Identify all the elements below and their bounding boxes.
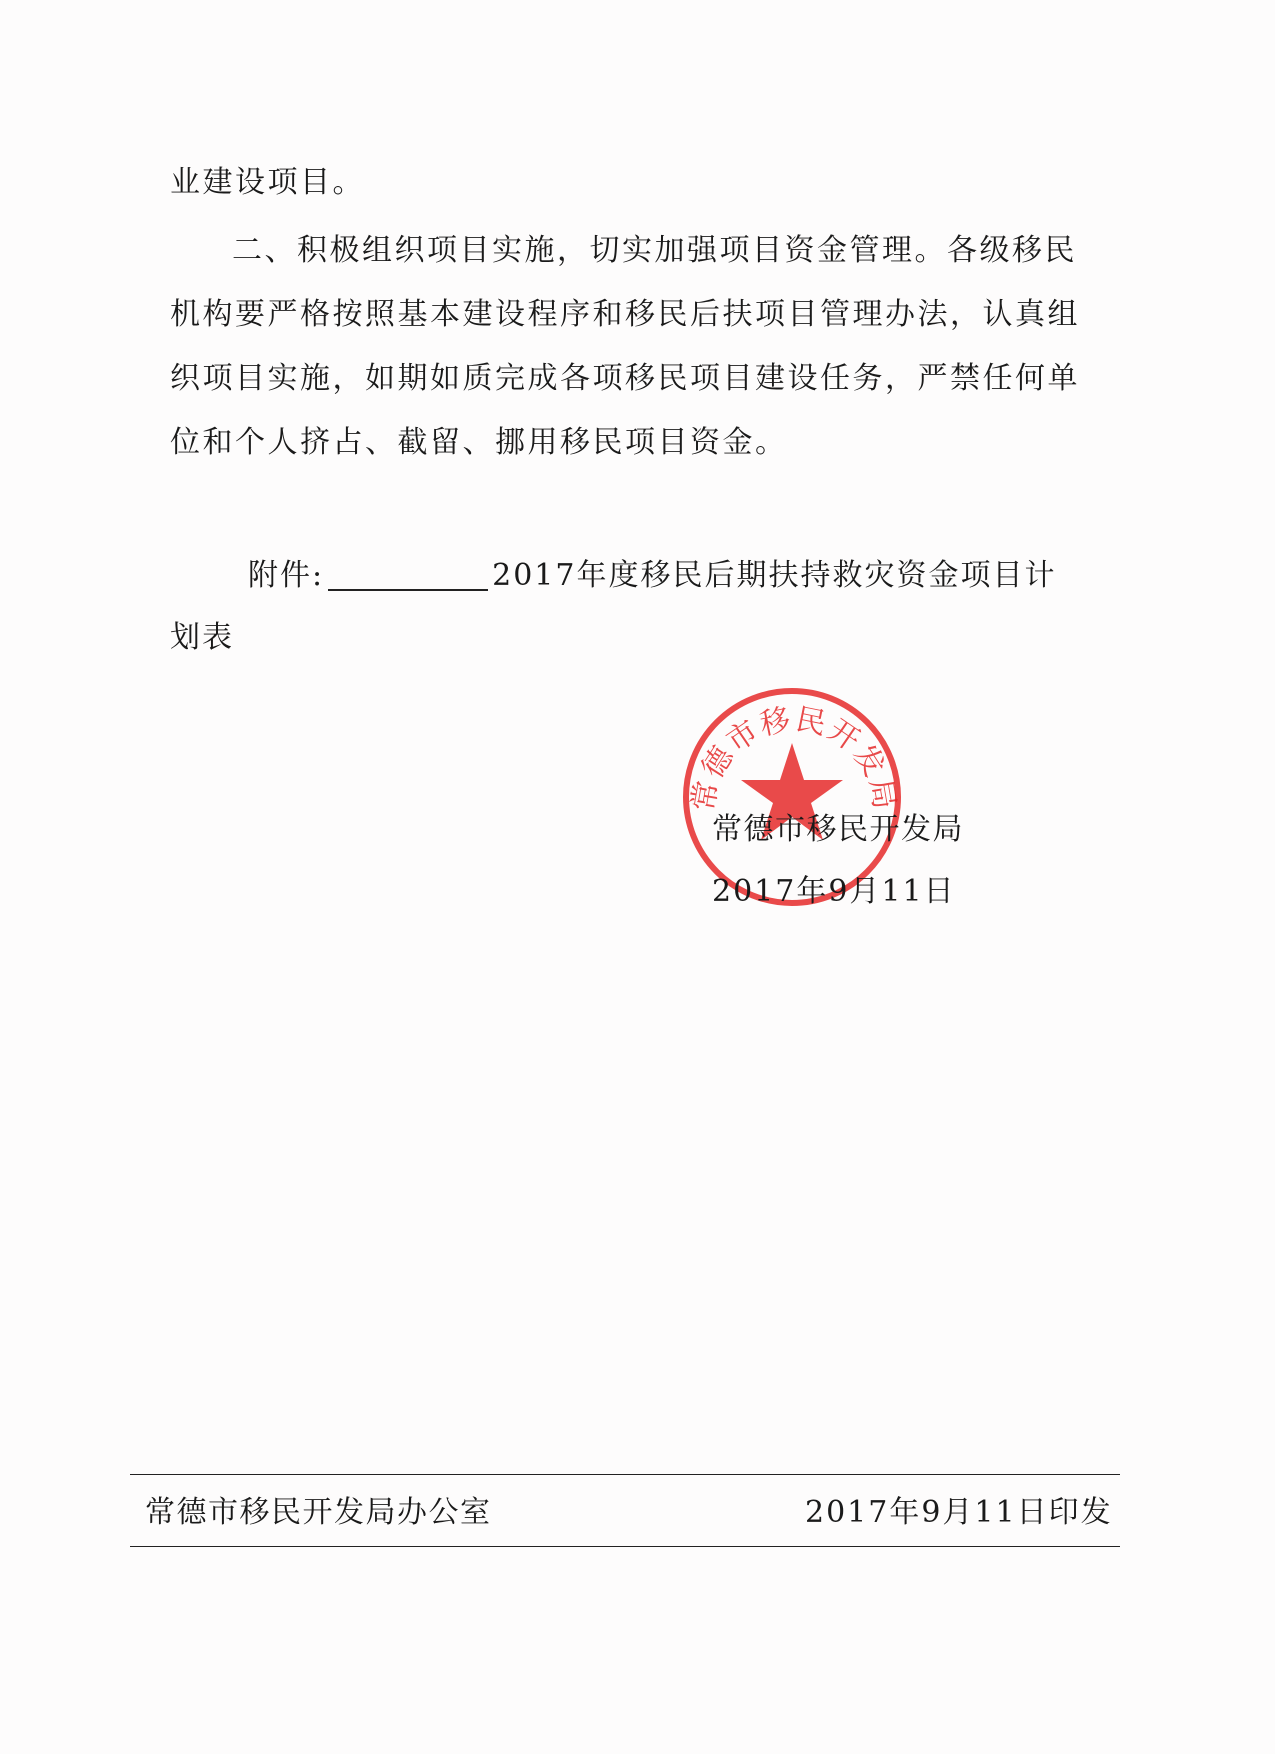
paragraph-2-line-3: 织项目实施，如期如质完成各项移民项目建设任务，严禁任何单: [170, 361, 1080, 396]
paragraph-2-line-1: 二、积极组织项目实施，切实加强项目资金管理。各级移民: [232, 233, 1077, 268]
attachment-title: 2017年度移民后期扶持救灾资金项目计: [492, 558, 1057, 593]
footer-top-rule: [130, 1474, 1120, 1475]
attachment-title-continued: 划表: [170, 620, 234, 655]
signature-org: 常德市移民开发局: [712, 812, 964, 847]
footer-issuer: 常德市移民开发局办公室: [145, 1495, 492, 1530]
footer-bottom-rule: [130, 1546, 1120, 1547]
body-line-continuation: 业建设项目。: [170, 165, 365, 200]
paragraph-2-line-4: 位和个人挤占、截留、挪用移民项目资金。: [170, 425, 788, 460]
seal-text: 常德市移民开发局: [685, 701, 903, 814]
signature-date: 2017年9月11日: [712, 874, 956, 909]
attachment-line: [248, 558, 1057, 593]
attachment-blank: [328, 561, 488, 591]
footer-issued-date: 2017年9月11日印发: [805, 1495, 1113, 1530]
attachment-label: 附件:: [248, 558, 325, 593]
paragraph-2-line-2: 机构要严格按照基本建设程序和移民后扶项目管理办法，认真组: [170, 297, 1080, 332]
